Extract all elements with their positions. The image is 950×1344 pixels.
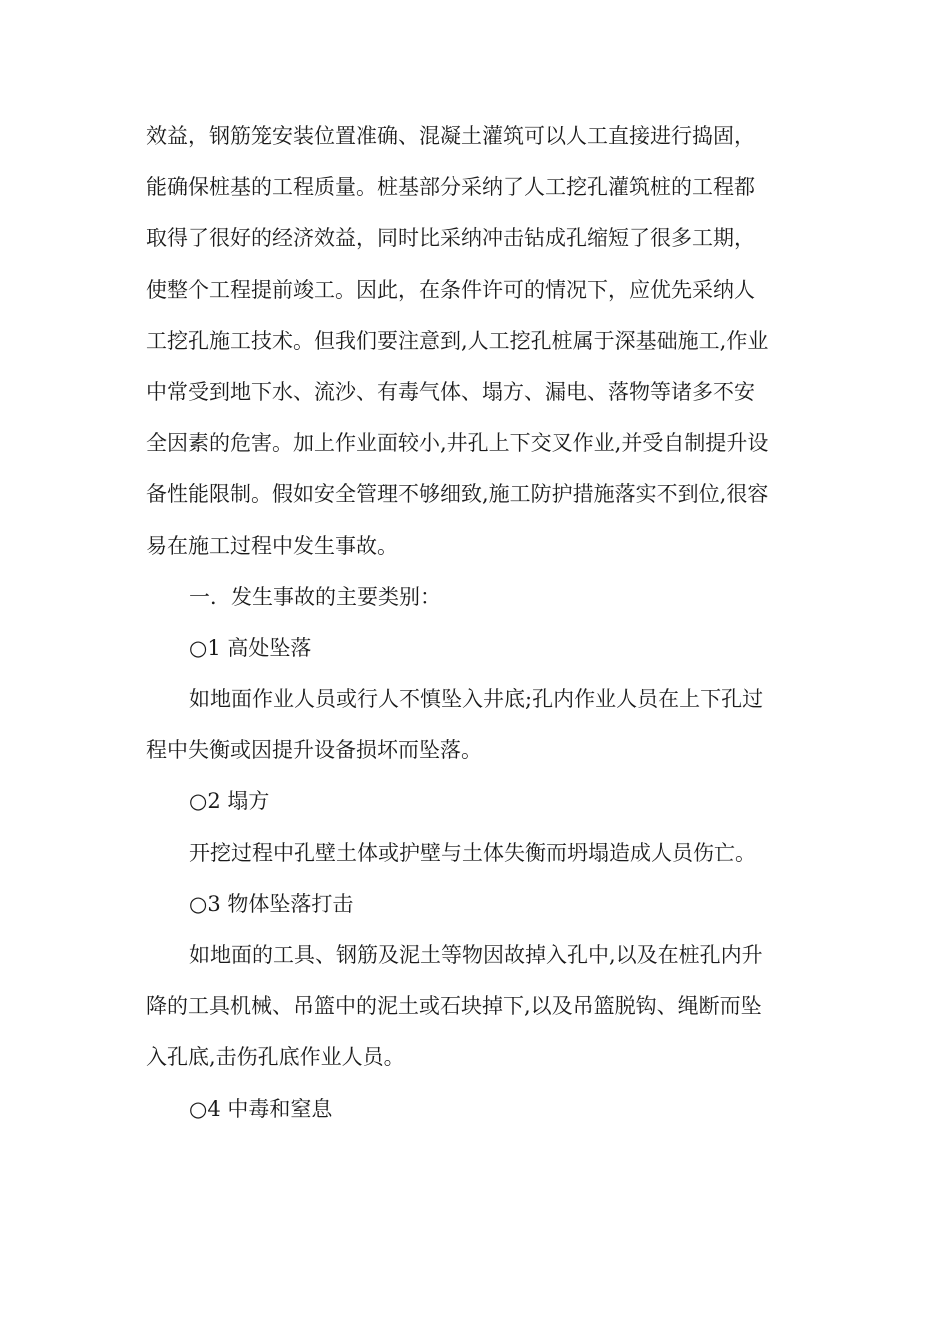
text-line: 备性能限制。假如安全管理不够细致,施工防护措施落实不到位,很容 bbox=[146, 482, 769, 507]
text-line: 入孔底,击伤孔底作业人员。 bbox=[146, 1045, 405, 1070]
section-heading: 一．发生事故的主要类别： bbox=[189, 584, 441, 609]
text-line: 取得了很好的经济效益，同时比采纳冲击钻成孔缩短了很多工期， bbox=[146, 226, 755, 251]
document-body bbox=[146, 116, 806, 1140]
subheading-fall-from-height: ○1 高处坠落 bbox=[189, 635, 312, 660]
text-line: 中常受到地下水、流沙、有毒气体、塌方、漏电、落物等诸多不安 bbox=[146, 379, 755, 404]
text-line: 易在施工过程中发生事故。 bbox=[146, 533, 398, 558]
subheading-falling-objects: ○3 物体坠落打击 bbox=[189, 891, 354, 916]
text-line: 开挖过程中孔壁土体或护壁与土体失衡而坍塌造成人员伤亡。 bbox=[189, 840, 756, 865]
text-line: 效益，钢筋笼安装位置准确、混凝土灌筑可以人工直接进行捣固， bbox=[146, 124, 755, 148]
text-line: 全因素的危害。加上作业面较小,井孔上下交叉作业,并受自制提升设 bbox=[146, 431, 769, 456]
subheading-collapse: ○2 塌方 bbox=[189, 789, 270, 814]
text-line: 降的工具机械、吊篮中的泥土或石块掉下,以及吊篮脱钩、绳断而坠 bbox=[146, 994, 762, 1019]
text-line: 工挖孔施工技术。但我们要注意到,人工挖孔桩属于深基础施工,作业 bbox=[146, 328, 769, 353]
text-line: 如地面作业人员或行人不慎坠入井底;孔内作业人员在上下孔过 bbox=[189, 687, 764, 712]
subheading-poisoning-suffocation: ○4 中毒和窒息 bbox=[189, 1096, 333, 1121]
text-line: 如地面的工具、钢筋及泥土等物因故掉入孔中,以及在桩孔内升 bbox=[189, 943, 763, 967]
text-line: 程中失衡或因提升设备损坏而坠落。 bbox=[146, 738, 482, 763]
text-line: 能确保桩基的工程质量。桩基部分采纳了人工挖孔灌筑桩的工程都 bbox=[146, 175, 755, 200]
text-line: 使整个工程提前竣工。因此，在条件许可的情况下，应优先采纳人 bbox=[146, 277, 755, 302]
